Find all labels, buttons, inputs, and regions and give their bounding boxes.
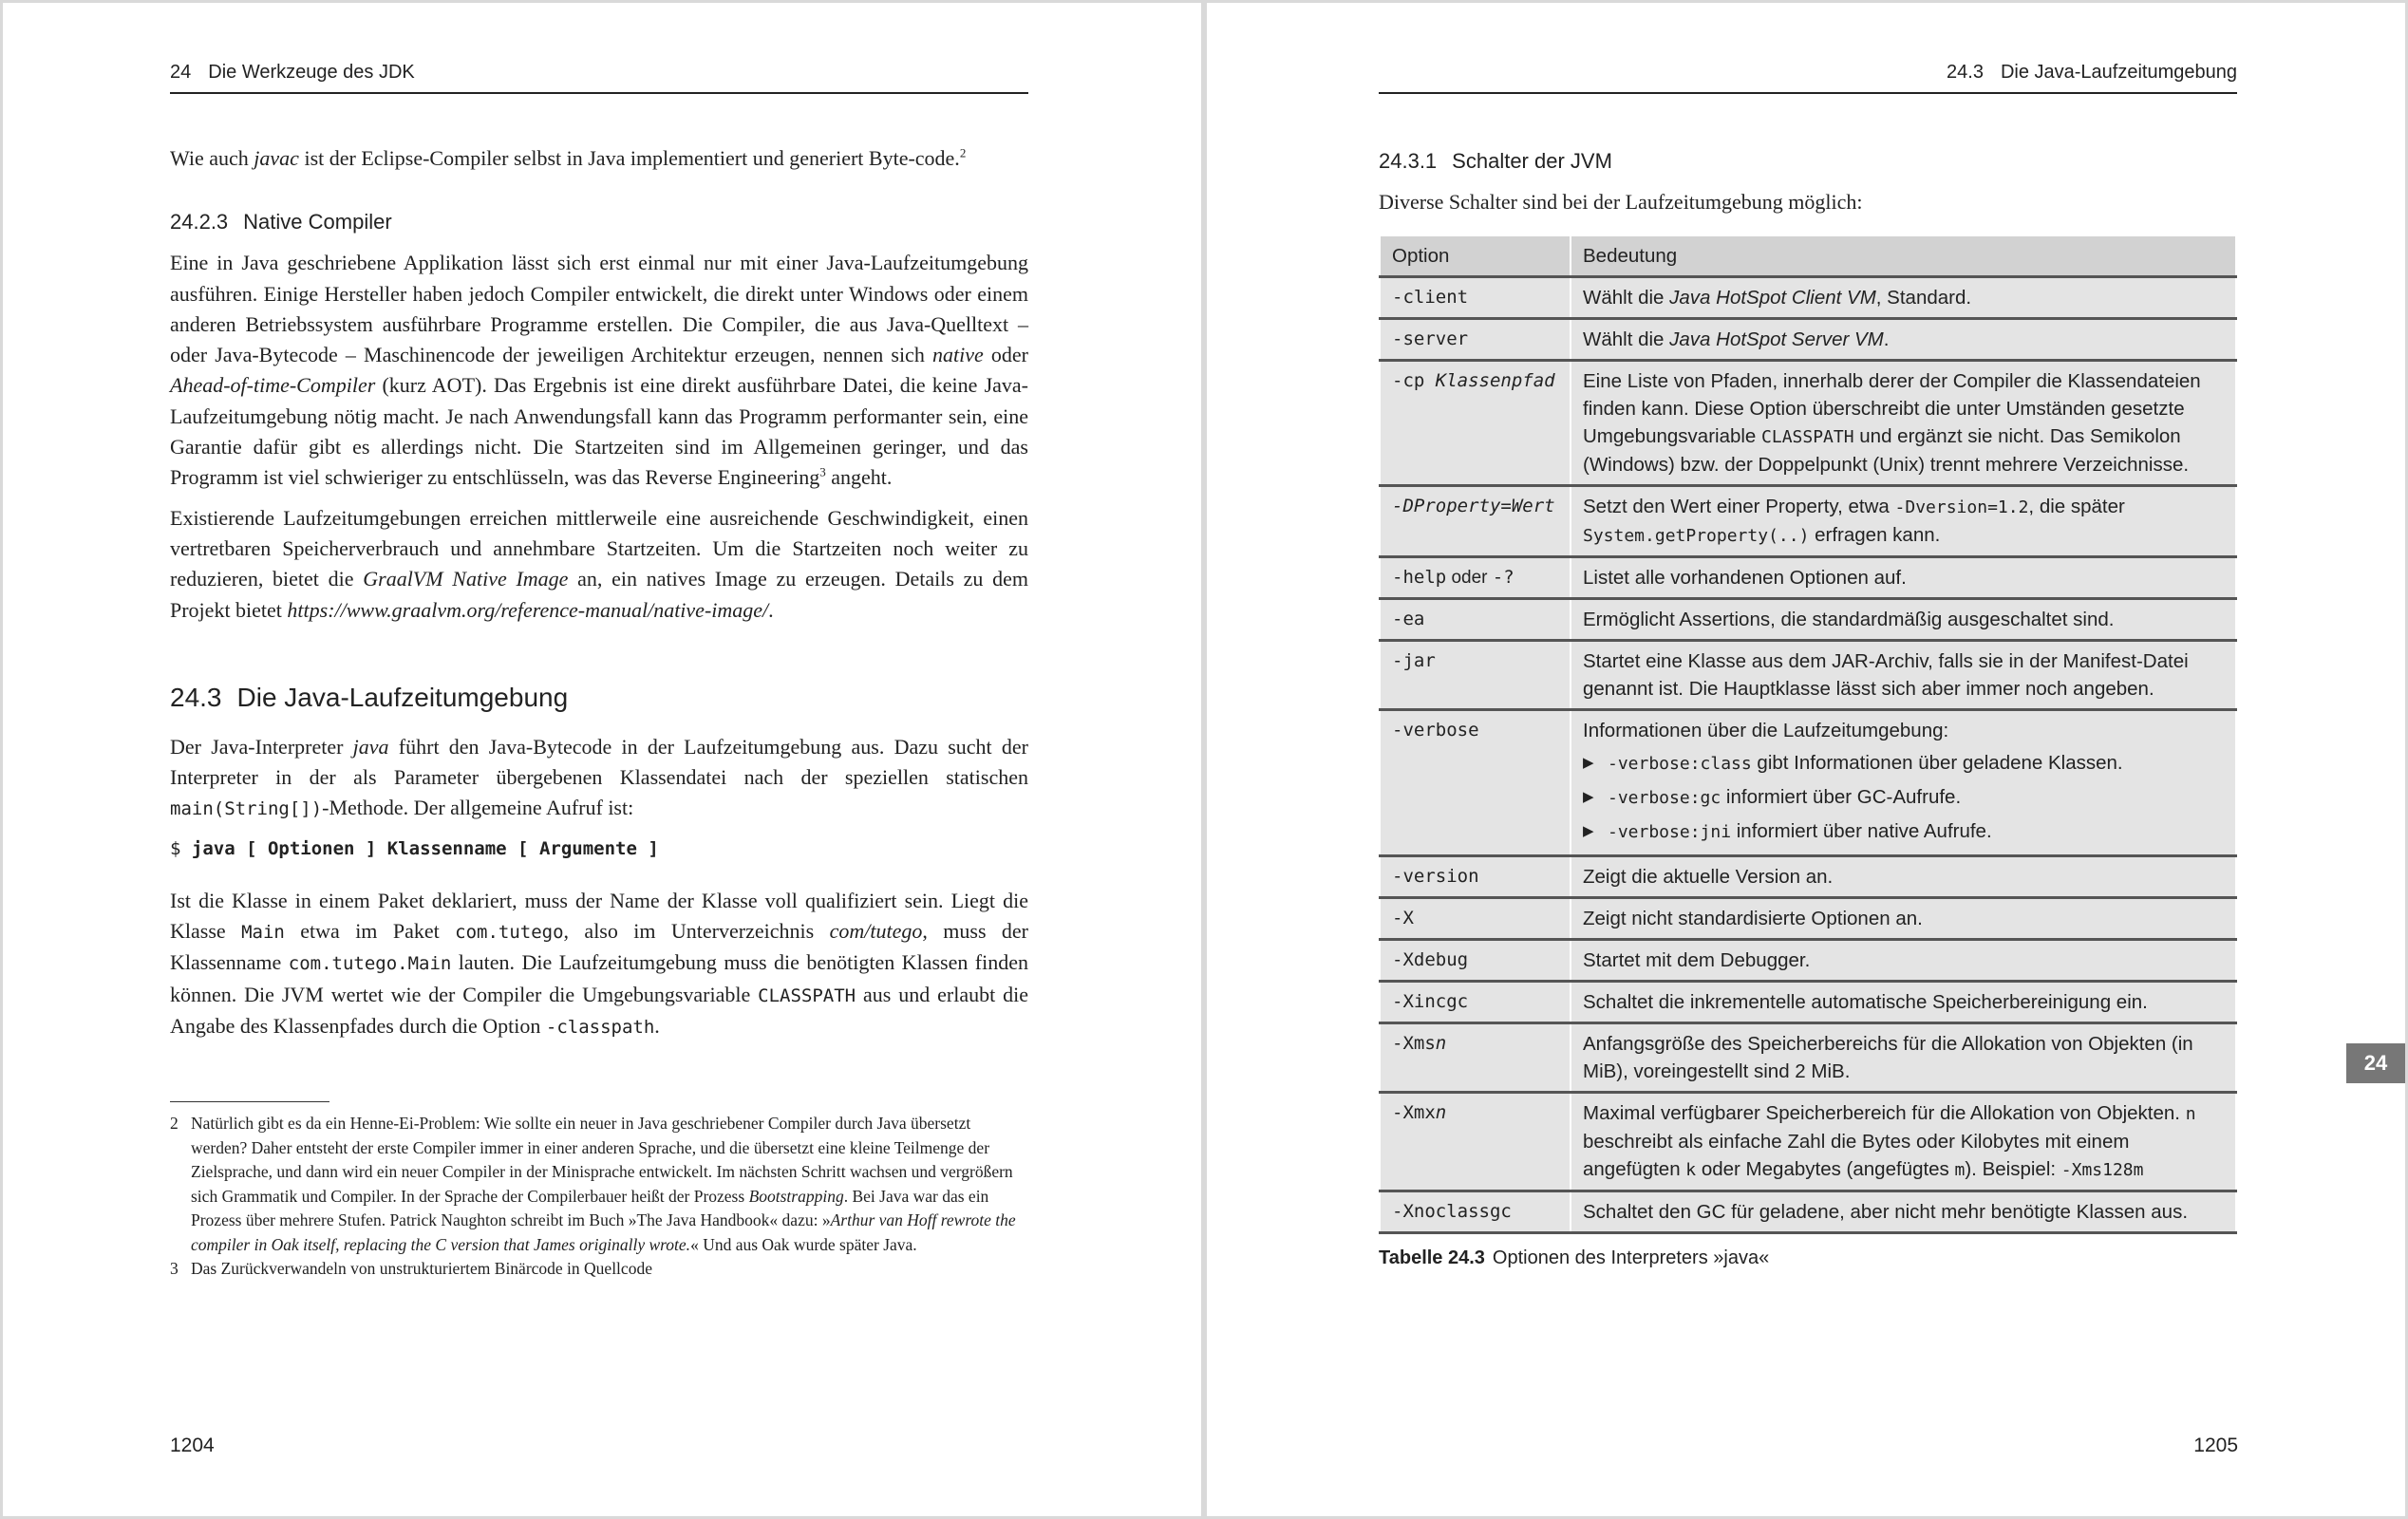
running-header <box>170 58 1028 94</box>
table-row: -version Zeigt die aktuelle Version an. <box>1380 856 2236 898</box>
table-row: -cp Klassenpfad Eine Liste von Pfaden, innerhalb derer der Compiler die Klassendateien finden kann. Diese Option überschreibt die unter Umständen gesetzte Umgebungsvariable CLASSPATH und ergänzt sie nicht. Das Semikolon (Windows) bzw. der Doppelpunkt (Unix) trennt mehrere Verzeichnisse. <box>1380 361 2236 486</box>
table-row: -verbose Informationen über die Laufzeitumgebung: ▶ -verbose:class gibt Informationen über geladene Klassen. ▶ -verbose:gc informiert über GC-Aufrufe. ▶ -verbose:jni informiert über native Aufrufe. <box>1380 710 2236 856</box>
paragraph-graalvm: Existierende Laufzeitumgebungen erreichen mittlerweile eine ausreichende Geschwindigkeit, einen vertretbaren Speicherverbrauch und annehmbare Startzeiten. Um die Startzeiten noch weiter zu reduzieren, bietet die GraalVM Native Image an, ein natives Image zu erzeugen. Details zu dem Projekt bietet https://www.graalvm.org/reference-manual/native-image/. <box>170 505 1028 622</box>
chapter-title: Die Werkzeuge des JDK <box>208 62 415 83</box>
bullet-arrow-icon: ▶ <box>1583 823 1594 840</box>
column-header-option: Option <box>1380 235 1571 277</box>
table-row: -Xmxn Maximal verfügbarer Speicherbereich für die Allokation von Objekten. n beschreibt als einfache Zahl die Bytes oder Kilobytes mit einem angefügten k oder Megabytes (angefügtes m). Beispiel: -Xms128m <box>1380 1093 2236 1191</box>
column-header-meaning: Bedeutung <box>1571 235 2236 277</box>
paragraph-native: Eine in Java geschriebene Applikation lässt sich erst einmal nur mit einer Java-Laufzeitumgebung ausführen. Einige Hersteller haben jedoch Compiler entwickelt, die direkt unter Windows oder einem anderen Betriebssystem ausführbare Programme erstellen. Die Compiler, die aus Java-Quelltext – oder Java-Bytecode – Maschinencode der jeweiligen Architektur erzeugen, nennen sich native oder Ahead-of-time-Compiler (kurz AOT). Das Ergebnis ist eine direkt ausführbare Datei, die keine Java-Laufzeitumgebung nötig macht. Je nach Anwendungsfall kann das Programm performanter sein, eine Garantie dafür gibt es allerdings nicht. Die Startzeiten sind im Allgemeinen geringer, und das Programm ist viel schwieriger zu entschlüsseln, was das Reverse Engineering$^3$ angeht. <box>170 251 1028 490</box>
section-title: Die Java-Laufzeitumgebung <box>2000 62 2237 83</box>
list-item: ▶ -verbose:jni informiert über native Aufrufe. <box>1583 815 2224 849</box>
table-row: -Xincgc Schaltet die inkrementelle automatische Speicherbereinigung ein. <box>1380 982 2236 1023</box>
table-row: -Xnoclassgc Schaltet den GC für geladene, aber nicht mehr benötigte Klassen aus. <box>1380 1191 2236 1233</box>
footnote-2: 2 Natürlich gibt es da ein Henne-Ei-Problem: Wie sollte ein neuer in Java geschriebener Compiler durch Java übersetzt werden? Daher entsteht der erste Compiler immer in einer anderen Sprache, und die übersetzt eine kleine Teilmenge der Zielsprache, und dann wird ein neuer Compiler in der Minisprache entwickelt. Im nächsten Schritt wachsen und vergrößern sich Grammatik und Compiler. In der Sprache der Compilerbauer heißt der Prozess Bootstrapping. Bei Java war das ein Prozess über mehrere Stufen. Patrick Naughton schreibt im Buch »The Java Handbook« dazu: »Arthur van Hoff rewrote the compiler in Oak itself, replacing the C version that James originally wrote.« Und aus Oak wurde später Java. <box>170 1114 1016 1254</box>
subsection-heading: 24.3.1 Schalter der JVM <box>1379 149 1612 173</box>
paragraph-package: Ist die Klasse in einem Paket deklariert, muss der Name der Klasse voll qualifiziert sein. Liegt die Klasse Main etwa im Paket com.tutego, also im Unterverzeichnis com/tutego, muss der Klassenname com.tutego.Main lauten. Die Laufzeitumgebung muss die benötigten Klassen finden können. Die JVM wertet wie der Compiler die Umgebungsvariable CLASSPATH aus und erlaubt die Angabe des Klassenpfades durch die Option -classpath. <box>170 888 1029 1038</box>
table-row: -ea Ermöglicht Assertions, die standardmäßig ausgeschaltet sind. <box>1380 599 2236 641</box>
table-row: -DProperty=Wert Setzt den Wert einer Property, etwa -Dversion=1.2, die später System.getProperty(..) erfragen kann. <box>1380 486 2236 557</box>
list-item: ▶ -verbose:gc informiert über GC-Aufrufe. <box>1583 780 2224 815</box>
footnote-rule <box>170 1101 329 1102</box>
left-content <box>170 143 1028 1282</box>
table-row: -client Wählt die Java HotSpot Client VM, Standard. <box>1380 277 2236 319</box>
table-row: -help oder -? Listet alle vorhandenen Optionen auf. <box>1380 557 2236 599</box>
graalvm-link[interactable]: https://www.graalvm.org/reference-manual/native-image/ <box>287 597 769 622</box>
left-page <box>3 3 1201 1516</box>
paragraph-interpreter: Der Java-Interpreter java führt den Java-Bytecode in der Laufzeitumgebung aus. Dazu sucht der Interpreter in der als Parameter übergebenen Klassendatei nach der speziellen statischen main(String[])-Methode. Der allgemeine Aufruf ist: <box>170 734 1028 820</box>
section-heading: 24.3 Die Java-Laufzeitumgebung <box>170 682 569 712</box>
right-page <box>1207 3 2405 1516</box>
table-header-row <box>1380 235 2236 277</box>
table-intro: Diverse Schalter sind bei der Laufzeitumgebung möglich: <box>1379 190 1863 214</box>
intro-paragraph: Wie auch javac ist der Eclipse-Compiler selbst in Java implementiert und generiert Byte-code.$^2$ <box>170 145 967 170</box>
chapter-number: 24 <box>170 62 192 83</box>
table-row: -server Wählt die Java HotSpot Server VM. <box>1380 319 2236 361</box>
page-number: 1205 <box>2193 1435 2238 1456</box>
table-row: -jar Startet eine Klasse aus dem JAR-Archiv, falls sie in der Manifest-Datei genannt ist. Die Hauptklasse lässt sich aber immer noch angeben. <box>1380 641 2236 710</box>
table-row: -Xdebug Startet mit dem Debugger. <box>1380 940 2236 982</box>
table-row: -Xmsn Anfangsgröße des Speicherbereichs für die Allokation von Objekten (in MiB), voreingestellt sind 2 MiB. <box>1380 1023 2236 1093</box>
bullet-arrow-icon: ▶ <box>1583 789 1594 806</box>
page-number: 1204 <box>170 1435 215 1456</box>
running-header <box>1379 58 2237 94</box>
command-line: $ java [ Optionen ] Klassenname [ Argumente ] <box>170 837 659 859</box>
options-table <box>1379 234 2237 1234</box>
list-item: ▶ -verbose:class gibt Informationen über geladene Klassen. <box>1583 746 2224 780</box>
verbose-list <box>1583 746 2224 849</box>
footnote-3: 3 Das Zurückverwandeln von unstrukturiertem Binärcode in Quellcode <box>170 1259 652 1279</box>
section-number: 24.3 <box>1947 62 1984 83</box>
table-row: -X Zeigt nicht standardisierte Optionen an. <box>1380 898 2236 940</box>
right-content <box>1379 143 2237 1269</box>
chapter-thumb-tab: 24 <box>2346 1043 2405 1083</box>
table-caption: Tabelle 24.3 Optionen des Interpreters »java« <box>1379 1247 1770 1269</box>
bullet-arrow-icon: ▶ <box>1583 755 1594 772</box>
subsection-heading: 24.2.3 Native Compiler <box>170 210 392 234</box>
